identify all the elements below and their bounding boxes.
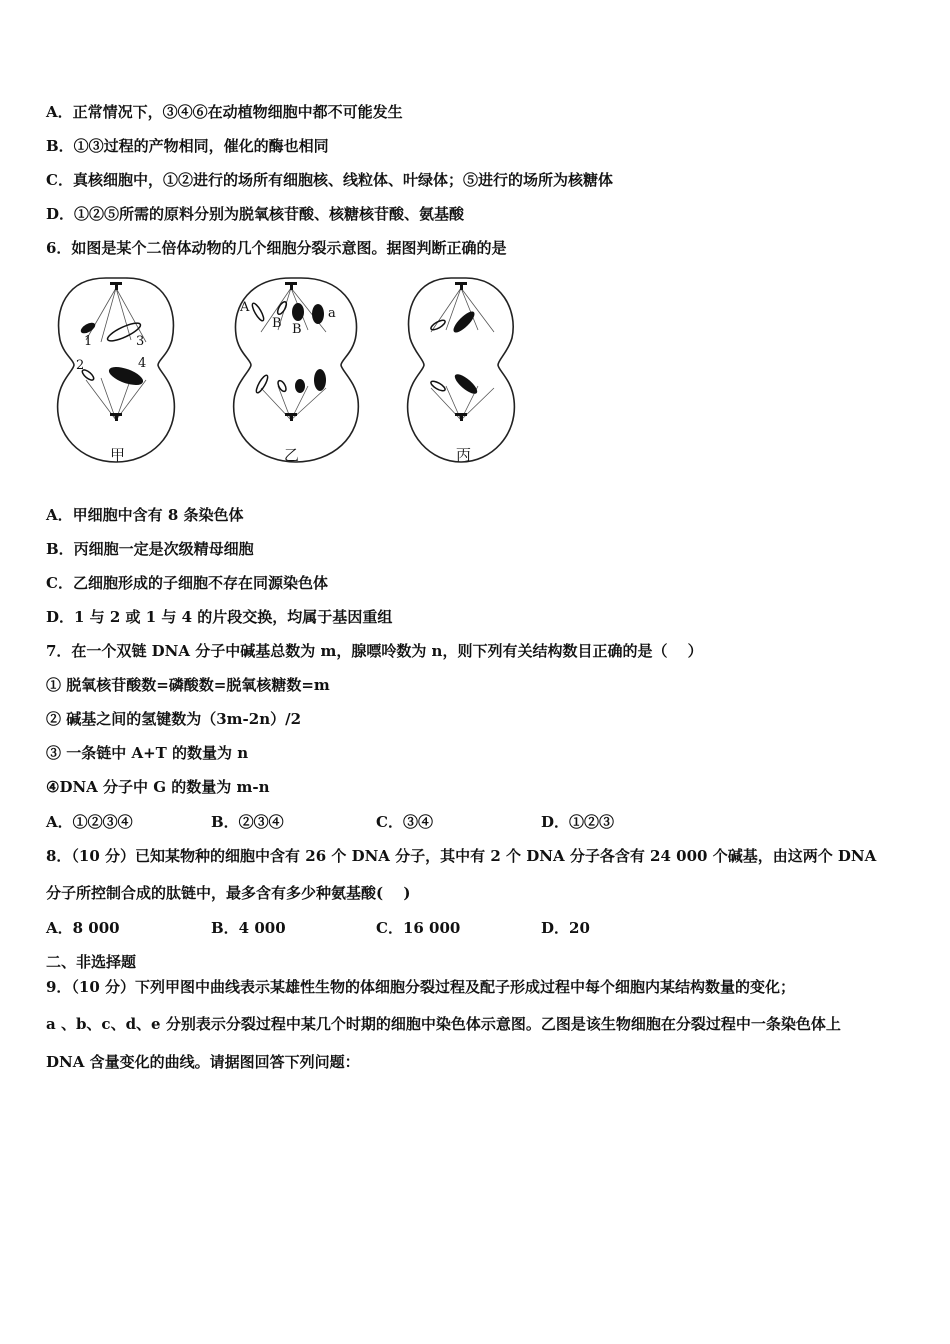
q7-statement-2: ② 碱基之间的氢键数为（3m-2n）/2 xyxy=(46,710,302,728)
q5-option-b: B．①③过程的产物相同，催化的酶也相同 xyxy=(46,137,329,155)
q9-line3: DNA 含量变化的曲线。请据图回答下列问题： xyxy=(46,1053,360,1071)
chromosome-label-4: 4 xyxy=(138,356,147,371)
cell-bing-outline xyxy=(408,278,515,462)
q8-stem-line1: 8．（10 分）已知某物种的细胞中含有 26 个 DNA 分子，其中有 2 个 DNA 分子各含有 24 000 个碱基，由这两个 DNA xyxy=(46,847,877,865)
chromosome-label-2: 2 xyxy=(76,358,85,373)
gene-label-A: A xyxy=(240,300,250,315)
q7-option-d: D．①②③ xyxy=(541,813,615,831)
q5-option-c: C．真核细胞中，①②进行的场所有细胞核、线粒体、叶绿体；⑤进行的场所为核糖体 xyxy=(46,171,613,189)
q7-statement-1: ① 脱氧核苷酸数=磷酸数=脱氧核糖数=m xyxy=(46,676,330,694)
q6-option-d: D．1 与 2 或 1 与 4 的片段交换，均属于基因重组 xyxy=(46,608,393,626)
q6-option-a: A．甲细胞中含有 8 条染色体 xyxy=(46,506,244,524)
q8-stem-line2: 分子所控制合成的肽链中，最多含有多少种氨基酸( ) xyxy=(46,884,411,902)
chromosome-label-1: 1 xyxy=(84,334,93,349)
gene-label-a: a xyxy=(328,306,336,321)
q5-option-d: D．①②⑤所需的原料分别为脱氧核苷酸、核糖核苷酸、氨基酸 xyxy=(46,205,465,223)
q7-option-c: C．③④ xyxy=(376,813,433,831)
cell-label-yi: 乙 xyxy=(284,446,300,464)
cell-division-figure xyxy=(46,270,546,470)
q7-statement-4: ④DNA 分子中 G 的数量为 m-n xyxy=(46,778,270,796)
q8-option-b: B．4 000 xyxy=(211,919,286,937)
q6-option-b: B．丙细胞一定是次级精母细胞 xyxy=(46,540,254,558)
gene-label-B2: B xyxy=(292,322,302,337)
q9-line1: 9．（10 分）下列甲图中曲线表示某雄性生物的体细胞分裂过程及配子形成过程中每个细胞内某结构数量的变化； xyxy=(46,978,796,996)
q5-option-a: A．正常情况下，③④⑥在动植物细胞中都不可能发生 xyxy=(46,103,403,121)
q8-option-c: C．16 000 xyxy=(376,919,461,937)
gene-label-B1: B xyxy=(272,316,282,331)
q7-option-a: A．①②③④ xyxy=(46,813,133,831)
q8-option-d: D．20 xyxy=(541,919,590,937)
q7-option-b: B．②③④ xyxy=(211,813,284,831)
q8-option-a: A．8 000 xyxy=(46,919,120,937)
q7-stem: 7．在一个双链 DNA 分子中碱基总数为 m，腺嘌呤数为 n，则下列有关结构数目正确的是（ ） xyxy=(46,642,703,660)
q6-option-c: C．乙细胞形成的子细胞不存在同源染色体 xyxy=(46,574,328,592)
chromosome-label-3: 3 xyxy=(136,334,145,349)
q6-stem: 6．如图是某个二倍体动物的几个细胞分裂示意图。据图判断正确的是 xyxy=(46,239,507,257)
cell-division-diagram xyxy=(46,270,546,470)
cell-label-jia: 甲 xyxy=(110,446,126,464)
q7-statement-3: ③ 一条链中 A+T 的数量为 n xyxy=(46,744,249,762)
section-heading: 二、非选择题 xyxy=(46,953,137,971)
cell-label-bing: 丙 xyxy=(456,446,472,464)
q9-line2: a 、b、c、d、e 分别表示分裂过程中某几个时期的细胞中染色体示意图。乙图是该生物细胞在分裂过程中一条染色体上 xyxy=(46,1015,841,1033)
